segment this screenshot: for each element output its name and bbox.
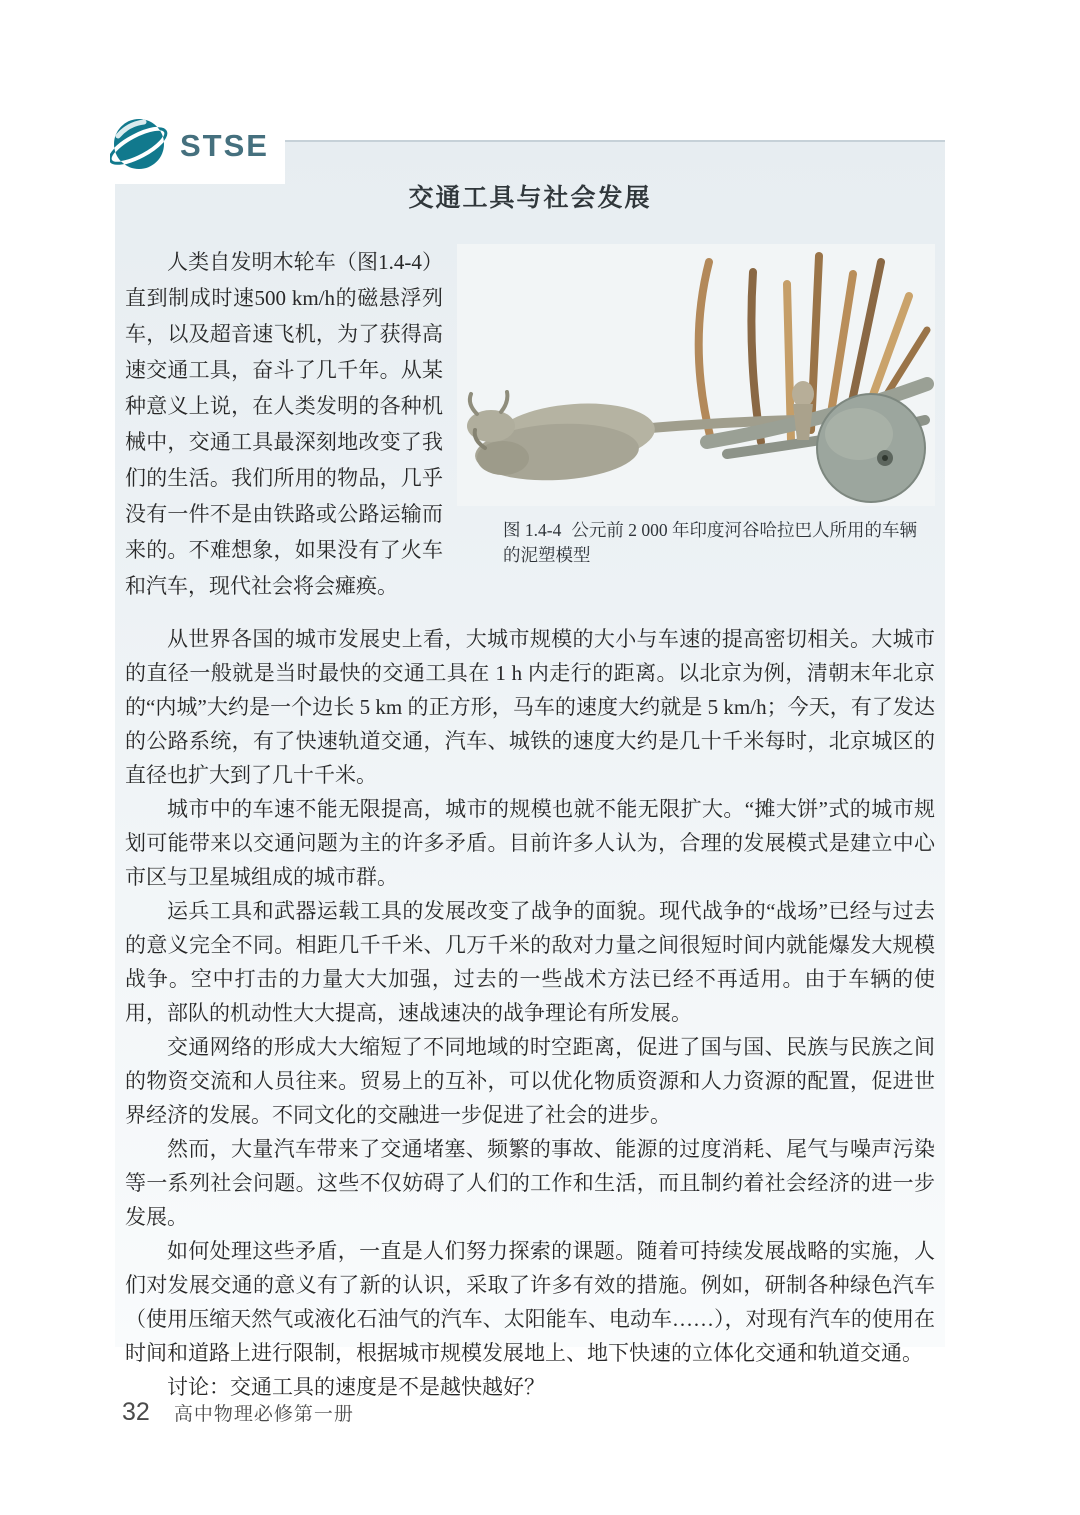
- paragraph-social-problems: 然而，大量汽车带来了交通堵塞、频繁的事故、能源的过度消耗、尾气与噪声污染等一系列社会问题。这些不仅妨碍了人们的工作和生活，而且制约着社会经济的进一步发展。: [125, 1137, 935, 1229]
- figure-1-4-4: [457, 244, 935, 604]
- book-title: 高中物理必修第一册: [173, 1404, 354, 1425]
- stse-logo: [106, 112, 285, 184]
- section-title: 交通工具与社会发展: [408, 184, 652, 212]
- intro-paragraph: 人类自发明木轮车（图1.4-4）直到制成时速500 km/h的磁悬浮列车，以及超音速飞机，为了获得高速交通工具，奋斗了几千年。从某种意义上说，在人类发明的各种机械中，交通工具最深刻地改变了我们的生活。我们所用的物品，几乎没有一件不是由铁路或公路运输而来的。不难想象，如果没有了火车和汽车，现代社会将会瘫痪。: [125, 250, 443, 598]
- globe-orbit-icon: [110, 116, 168, 174]
- figure-caption-text: 公元前 2 000 年印度河谷哈拉巴人所用的车辆的泥塑模型: [503, 520, 917, 565]
- paragraph-city-development: 从世界各国的城市发展史上看，大城市规模的大小与车速的提高密切相关。大城市的直径一般就是当时最快的交通工具在 1 h 内走行的距离。以北京为例，清朝末年北京的“内城”大约是一个边长 5 km 的正方形，马车的速度大约就是 5 km/h；今天，有了发达的公路系统，有了快速轨道交通，汽车、城铁的速度大约是几十千米每时，北京城区的直径也扩大到了几十千米。: [125, 627, 935, 787]
- paragraph-trade-network: 交通网络的形成大大缩短了不同地域的时空距离，促进了国与国、民族与民族之间的物资交流和人员往来。贸易上的互补，可以优化物质资源和人力资源的配置，促进世界经济的发展。不同文化的交融进一步促进了社会的进步。: [125, 1035, 935, 1127]
- paragraph-city-planning: 城市中的车速不能无限提高，城市的规模也就不能无限扩大。“摊大饼”式的城市规划可能带来以交通问题为主的许多矛盾。目前许多人认为，合理的发展模式是建立中心市区与卫星城组成的城市群。: [125, 797, 935, 889]
- cart-wheel: [817, 394, 925, 502]
- paragraph-solutions: 如何处理这些矛盾，一直是人们努力探索的课题。随着可持续发展战略的实施，人们对发展交通的意义有了新的认识，采取了许多有效的措施。例如，研制各种绿色汽车（使用压缩天然气或液化石油气的汽车、太阳能车、电动车……），对现有汽车的使用在时间和道路上进行限制，根据城市规模发展地上、地下快速的立体化交通和轨道交通。: [125, 1239, 935, 1365]
- figure-caption: [503, 518, 931, 568]
- figure-caption-label: 图 1.4-4: [503, 520, 562, 540]
- clay-cart-photo: [457, 244, 935, 506]
- stse-logo-label: STSE: [180, 127, 269, 163]
- intro-and-figure-block: [125, 244, 945, 604]
- stse-panel: [115, 140, 945, 1399]
- page-number: 32: [122, 1398, 150, 1426]
- paragraph-warfare: 运兵工具和武器运载工具的发展改变了战争的面貌。现代战争的“战场”已经与过去的意义完全不同。相距几千千米、几万千米的敌对力量之间很短时间内就能爆发大规模战争。空中打击的力量大大加强，过去的一些战术方法已经不再适用。由于车辆的使用，部队的机动性大大提高，速战速决的战争理论有所发展。: [125, 899, 935, 1025]
- page-footer: [122, 1398, 354, 1427]
- paragraph-discussion: 讨论：交通工具的速度是不是越快越好？: [167, 1375, 545, 1399]
- article-body: [125, 622, 935, 1404]
